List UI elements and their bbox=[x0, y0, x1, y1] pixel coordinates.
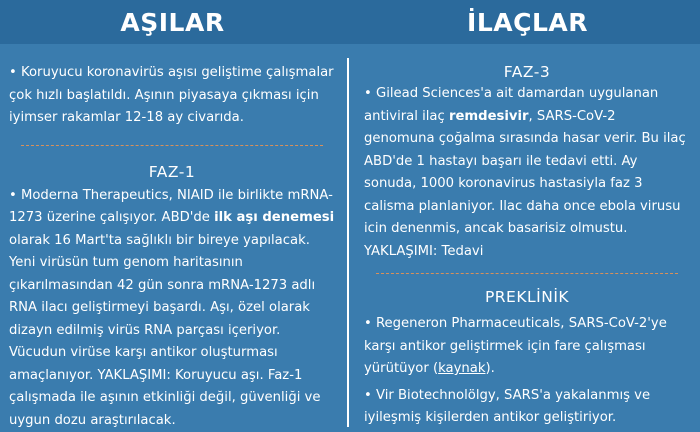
section-separator bbox=[376, 273, 678, 274]
faz1-text-start: Moderna Therapeutics, NIAID ile birlikte mRNA-1273 üzerine çalışıyor. ABD'de bbox=[9, 188, 333, 226]
faz1-paragraph bbox=[9, 185, 335, 432]
section-separator bbox=[21, 145, 323, 146]
vaccines-title: AŞILAR bbox=[0, 0, 345, 44]
bullet-icon: • bbox=[9, 188, 17, 203]
faz3-bold-text: remdesivir bbox=[449, 109, 529, 124]
intro-paragraph bbox=[9, 62, 335, 130]
intro-text: Koruyucu koronavirüs aşısı geliştime çalışmalar çok hızlı başlatıldı. Aşının piyasaya çıkması için iyimser rakamlar 12-18 ay civarıda. bbox=[9, 65, 334, 125]
faz3-title: FAZ-3 bbox=[364, 62, 690, 82]
column-divider bbox=[347, 58, 349, 427]
source-link[interactable]: kaynak bbox=[438, 361, 485, 376]
drugs-column bbox=[364, 56, 690, 430]
faz1-text-end: olarak 16 Mart'ta sağlıklı bir bireye yapılacak. Yeni virüsün tum genom haritasının çıkarılmasından 42 gün sonra mRNA-1273 adlı RNA ilacı geliştirmeyi başardı. Aşı, özel olarak dizayn edilmiş virüs RNA parçası içeriyor. Vücudun virüse karşı antikor oluşturması amaçlanıyor. YAKLAŞIMI: Koruyucu aşı. Faz-1 çalışmada ile aşının etkinliği değil, güvenliği ve uygun dozu araştırılacak. bbox=[9, 233, 320, 428]
drugs-title: İLAÇLAR bbox=[355, 0, 700, 44]
preklinik-item-1 bbox=[364, 313, 690, 381]
preklinik-item-1-text: Regeneron Pharmaceuticals, SARS-CoV-2'ye karşı antikor geliştirmek için fare çalışması yürütüyor ( bbox=[364, 316, 667, 376]
preklinik-title: PREKLİNİK bbox=[364, 287, 690, 307]
bullet-icon: • bbox=[364, 86, 372, 101]
bullet-icon: • bbox=[9, 65, 17, 80]
faz1-bold-text: ilk aşı denemesi bbox=[214, 210, 334, 225]
faz1-title: FAZ-1 bbox=[9, 162, 335, 182]
preklinik-item-2-text: Vir Biotechnolölgy, SARS'a yakalanmış ve iyileşmiş kişilerden antikor geliştiriyor. bbox=[364, 388, 650, 426]
faz3-text-end: , SARS-CoV-2 genomuna çoğalma sırasında hasar verir. Bu ilaç ABD'de 1 hastayı başarı ile tedavi etti. Ay sonuda, 1000 koronavirus hastasiyla faz 3 calisma planlaniyor. Ilac daha once ebola virusu icin denenmis, ancak basarisiz olmustu. YAKLAŞIMI: Tedavi bbox=[364, 109, 686, 259]
preklinik-item-1-end: ). bbox=[485, 361, 494, 376]
faz3-text-start: Gilead Sciences'a ait damardan uygulanan antiviral ilaç bbox=[364, 86, 658, 124]
bullet-icon: • bbox=[364, 316, 372, 331]
bullet-icon: • bbox=[364, 388, 372, 403]
preklinik-item-2 bbox=[364, 385, 690, 430]
header-bar bbox=[0, 0, 700, 44]
faz3-paragraph bbox=[364, 83, 690, 263]
vaccines-column bbox=[9, 56, 335, 432]
